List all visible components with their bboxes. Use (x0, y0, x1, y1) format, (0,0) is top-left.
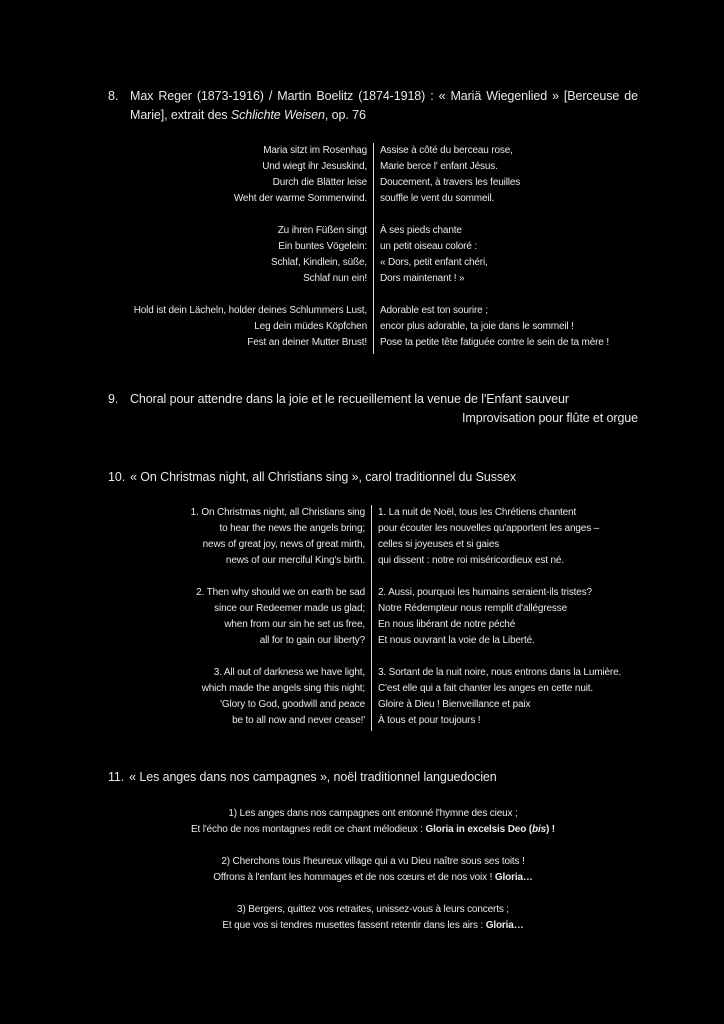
lyric-line: 1. On Christmas night, all Christians sing (190, 507, 365, 518)
section-11-title (108, 768, 638, 787)
lyric-line: En nous libérant de notre péché (378, 619, 516, 630)
section-8-lyrics (0, 143, 724, 358)
lyric-line: 'Glory to God, goodwill and peace (220, 699, 365, 710)
lyric-line (108, 822, 638, 838)
lyric-line: all for to gain our liberty? (259, 635, 365, 646)
section-number: 11. (108, 770, 125, 784)
lyric-line: Assise à côté du berceau rose, (380, 145, 513, 156)
lyric-line: un petit oiseau coloré : (380, 241, 478, 252)
column-divider (373, 143, 374, 354)
lyric-line: Schlaf, Kindlein, süße, (270, 257, 367, 268)
lyric-line: 1) Les anges dans nos campagnes ont entonné l'hymne des cieux ; (228, 808, 518, 819)
stanza (191, 585, 365, 649)
stanza (191, 505, 365, 569)
section-9-title (108, 390, 638, 428)
lyric-line: pour écouter les nouvelles qu'apportent les anges – (378, 523, 600, 534)
section-11-title-text: « Les anges dans nos campagnes », noël traditionnel languedocien (129, 770, 497, 784)
work-title-italic: Schlichte Weisen (230, 108, 325, 122)
lyric-line: 3. Sortant de la nuit noire, nous entrons dans la Lumière. (378, 667, 622, 678)
lyric-line: Maria sitzt im Rosenhag (263, 145, 367, 156)
section-10-title (108, 468, 638, 487)
lyric-line: Notre Rédempteur nous remplit d'allégresse (378, 603, 568, 614)
stanza (378, 505, 621, 569)
lyric-line: Zu ihren Füßen singt (277, 225, 367, 236)
section-8-title-line2: Marie], extrait des (130, 108, 231, 122)
lyric-line: À tous et pour toujours ! (378, 715, 481, 726)
lyric-line: 2. Aussi, pourquoi les humains seraient-ils tristes? (378, 587, 592, 598)
lyric-line: Dors maintenant ! » (380, 273, 465, 284)
lyric-line: Doucement, à travers les feuilles (380, 177, 521, 188)
stanza (378, 665, 621, 729)
lyric-line: qui dissent : notre roi miséricordieux est né. (378, 555, 564, 566)
stanza (108, 902, 638, 934)
lyric-line: Schlaf nun ein! (303, 273, 367, 284)
refrain-bold: Gloria… (485, 920, 524, 931)
lyrics-french (378, 505, 621, 729)
section-number: 10. (108, 470, 126, 484)
section-8-opus: , op. 76 (324, 108, 366, 122)
lyric-line: when from our sin he set us free, (224, 619, 365, 630)
lyric-line: Et nous ouvrant la voie de la Liberté. (378, 635, 535, 646)
lyric-line: Und wiegt ihr Jesuskind, (262, 161, 367, 172)
lyrics-german (134, 143, 367, 351)
stanza (134, 143, 367, 207)
section-9-title-text: Choral pour attendre dans la joie et le recueillement la venue de l'Enfant sauveur (130, 392, 569, 406)
lyric-line: celles si joyeuses et si gaies (378, 539, 500, 550)
section-11-lyrics (108, 806, 638, 950)
lyric-line: Gloire à Dieu ! Bienveillance et paix (378, 699, 531, 710)
lyric-line: À ses pieds chante (380, 225, 462, 236)
lyric-line: 3. All out of darkness we have light, (213, 667, 365, 678)
refrain-bold: ) ! (545, 824, 555, 835)
lyric-text: Et que vos si tendres musettes fassent retentir dans les airs : (222, 920, 486, 931)
lyric-text: Offrons à l'enfant les hommages et de nos cœurs et de nos voix ! (213, 872, 495, 883)
lyric-line: Weht der warme Sommerwind. (233, 193, 367, 204)
lyric-line: which made the angels sing this night; (201, 683, 365, 694)
section-number: 9. (108, 392, 119, 406)
stanza (191, 665, 365, 729)
stanza (380, 303, 609, 351)
stanza (108, 854, 638, 886)
stanza (108, 806, 638, 838)
stanza (134, 223, 367, 287)
lyric-line: 2) Cherchons tous l'heureux village qui a vu Dieu naître sous ses toits ! (221, 856, 525, 867)
lyric-line: « Dors, petit enfant chéri, (380, 257, 488, 268)
section-number: 8. (108, 89, 119, 103)
stanza (380, 223, 609, 287)
refrain-bis: bis (531, 824, 546, 835)
lyric-line: Leg dein müdes Köpfchen (254, 321, 367, 332)
stanza (378, 585, 621, 649)
lyric-line: encor plus adorable, ta joie dans le sommeil ! (380, 321, 574, 332)
lyric-line: Marie berce l' enfant Jésus. (380, 161, 498, 172)
lyric-line: Hold ist dein Lächeln, holder deines Schlummers Lust, (133, 305, 367, 316)
section-9-subtitle: Improvisation pour flûte et orgue (462, 411, 638, 425)
lyric-line: be to all now and never cease!' (232, 715, 365, 726)
lyric-line: souffle le vent du sommeil. (380, 193, 495, 204)
lyric-line: Durch die Blätter leise (272, 177, 367, 188)
lyric-line: to hear the news the angels bring; (219, 523, 365, 534)
lyric-line: Ein buntes Vögelein: (278, 241, 367, 252)
refrain-bold: Gloria in excelsis Deo ( (425, 824, 532, 835)
section-8-title (108, 87, 638, 125)
lyric-line: 1. La nuit de Noël, tous les Chrétiens chantent (378, 507, 577, 518)
section-10-lyrics (0, 505, 724, 735)
lyric-line: Adorable est ton sourire ; (380, 305, 488, 316)
lyric-line (108, 870, 638, 886)
lyric-text: Et l'écho de nos montagnes redit ce chant mélodieux : (191, 824, 426, 835)
stanza (134, 303, 367, 351)
section-10-title-text: « On Christmas night, all Christians sing », carol traditionnel du Sussex (130, 470, 517, 484)
section-8-title-line1: Max Reger (1873-1916) / Martin Boelitz (1874-1918) : « Mariä Wiegenlied » [Berceuse de (130, 89, 638, 103)
lyric-line: since our Redeemer made us glad; (214, 603, 365, 614)
lyric-line: news of great joy, news of great mirth, (202, 539, 365, 550)
lyric-line (108, 918, 638, 934)
lyric-line: 2. Then why should we on earth be sad (196, 587, 365, 598)
stanza (380, 143, 609, 207)
lyric-line: Pose ta petite tête fatiguée contre le sein de ta mère ! (380, 337, 609, 348)
lyric-line: C'est elle qui a fait chanter les anges en cette nuit. (378, 683, 594, 694)
column-divider (371, 505, 372, 731)
lyric-line: news of our merciful King's birth. (225, 555, 365, 566)
lyric-line: Fest an deiner Mutter Brust! (247, 337, 367, 348)
lyrics-french (380, 143, 609, 351)
lyrics-english (191, 505, 365, 729)
refrain-bold: Gloria… (494, 872, 533, 883)
lyric-line: 3) Bergers, quittez vos retraites, unissez-vous à leurs concerts ; (237, 904, 509, 915)
